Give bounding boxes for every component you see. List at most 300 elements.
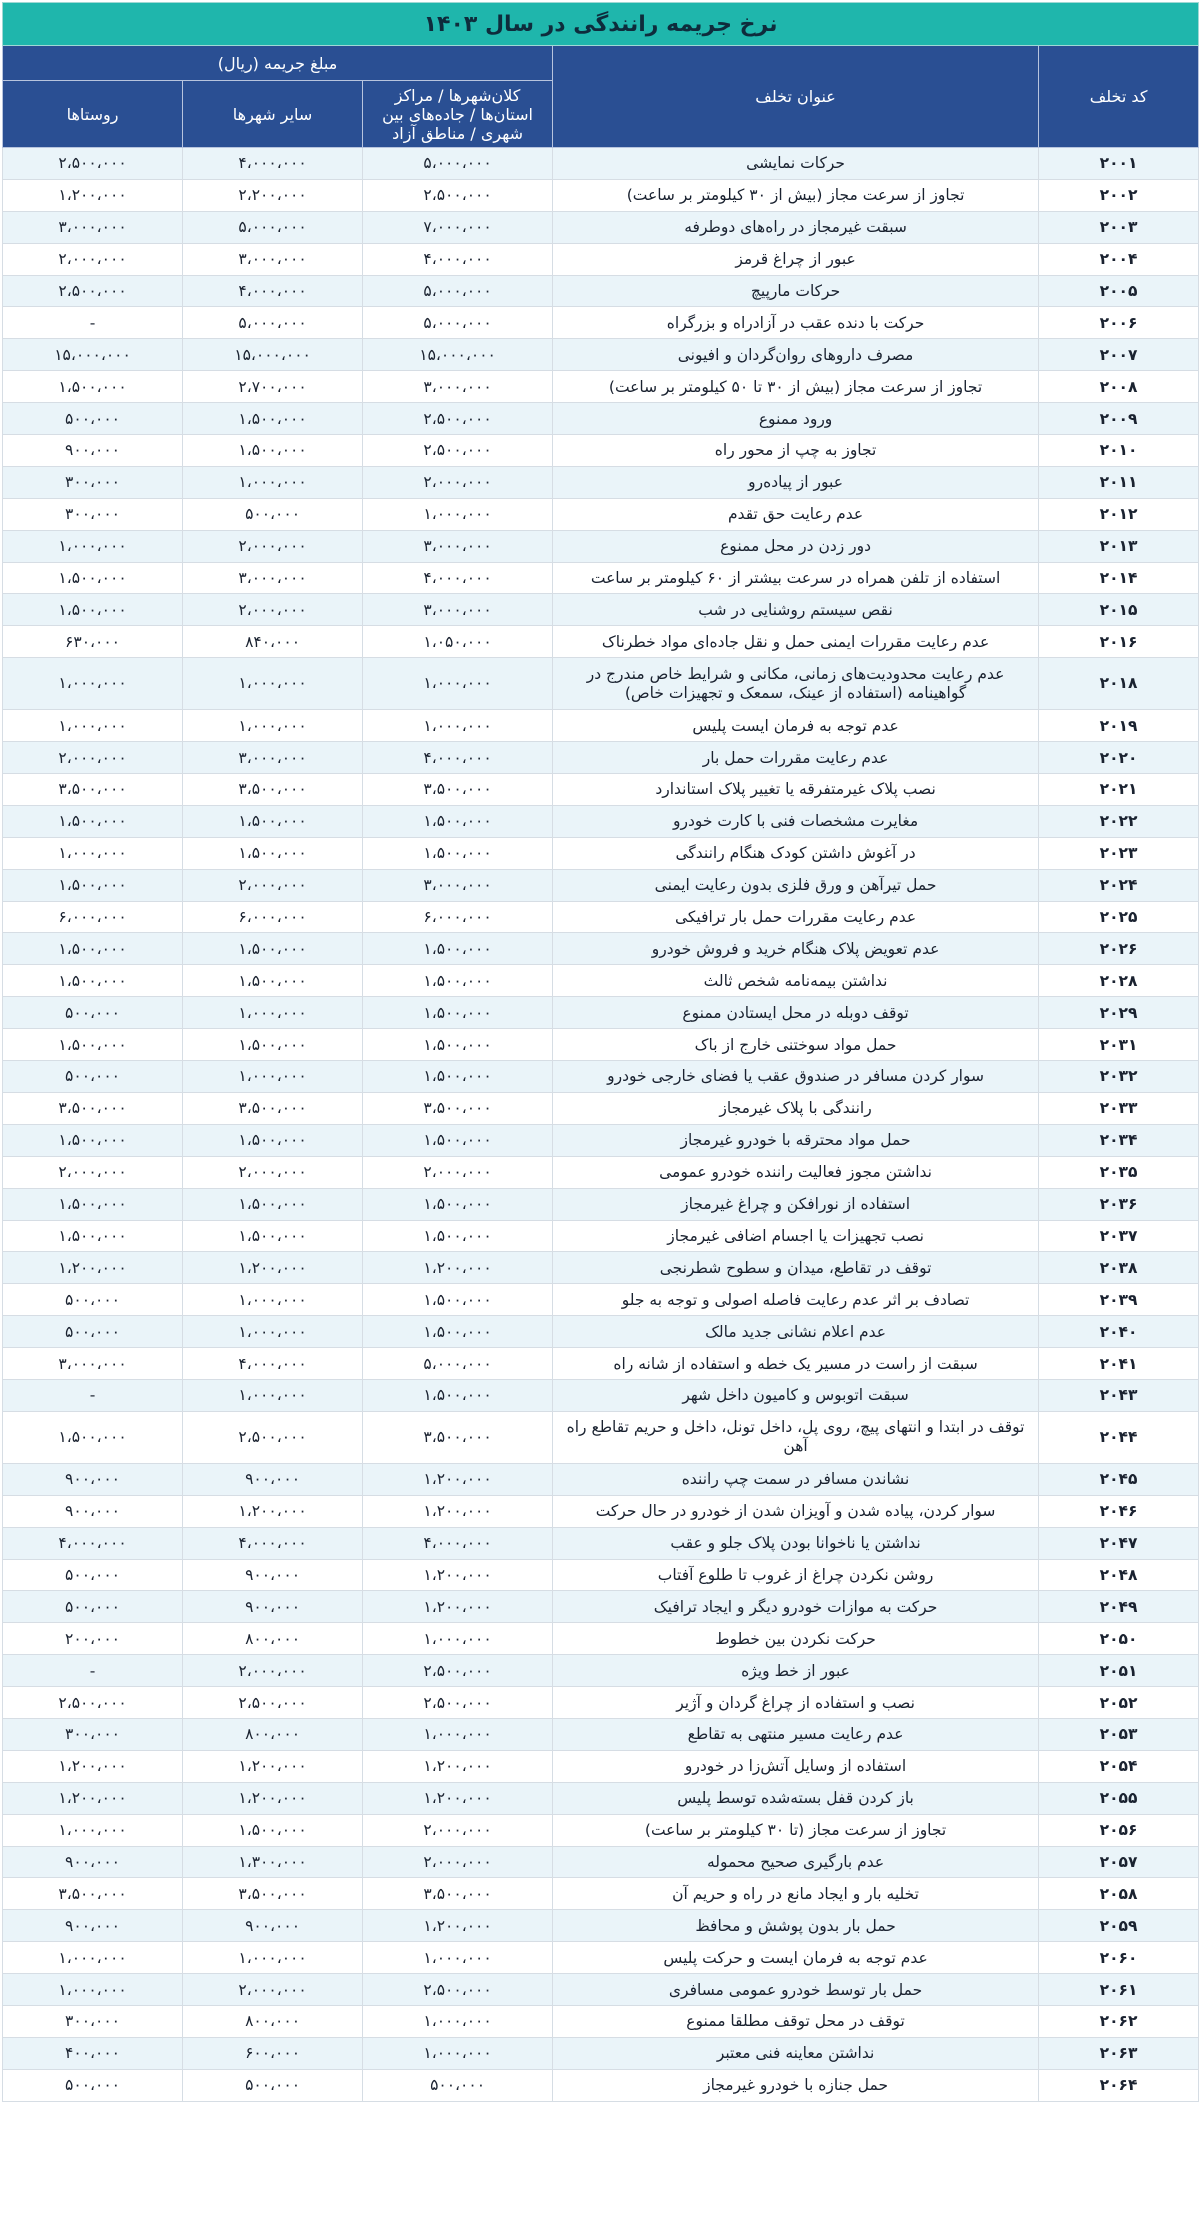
table-row [3,1061,1199,1093]
violation-code: ۲۰۴۹ [1039,1591,1199,1623]
fine-metro: ۳،۵۰۰،۰۰۰ [363,1092,553,1124]
fine-rural: ۱،۵۰۰،۰۰۰ [3,965,183,997]
fine-metro: ۲،۰۰۰،۰۰۰ [363,1846,553,1878]
violation-title: نداشتن یا ناخوانا بودن پلاک جلو و عقب [553,1527,1039,1559]
table-row [3,2069,1199,2101]
fine-other-cities: ۱،۰۰۰،۰۰۰ [183,1061,363,1093]
fine-other-cities: ۲،۵۰۰،۰۰۰ [183,1687,363,1719]
fine-rural: ۱،۵۰۰،۰۰۰ [3,371,183,403]
fine-metro: ۳،۰۰۰،۰۰۰ [363,869,553,901]
fine-rural: ۱،۰۰۰،۰۰۰ [3,710,183,742]
fine-rural: ۱،۵۰۰،۰۰۰ [3,1124,183,1156]
fine-rural: - [3,1379,183,1411]
table-row [3,243,1199,275]
table-row [3,1942,1199,1974]
fine-metro: ۱،۵۰۰،۰۰۰ [363,997,553,1029]
violation-title: نقص سیستم روشنایی در شب [553,594,1039,626]
fine-rural: ۱،۰۰۰،۰۰۰ [3,1814,183,1846]
violation-code: ۲۰۲۶ [1039,933,1199,965]
violation-title: تصادف بر اثر عدم رعایت فاصله اصولی و توجه به جلو [553,1284,1039,1316]
violation-title: حرکت با دنده عقب در آزادراه و بزرگراه [553,307,1039,339]
fine-other-cities: ۱،۵۰۰،۰۰۰ [183,965,363,997]
fine-metro: ۴،۰۰۰،۰۰۰ [363,243,553,275]
fine-other-cities: ۲،۲۰۰،۰۰۰ [183,179,363,211]
header-metro: کلان‌شهرها / مراکز استان‌ها / جاده‌های بین شهری / مناطق آزاد [363,81,553,148]
table-row [3,933,1199,965]
violation-title: توقف در تقاطع، میدان و سطوح شطرنجی [553,1252,1039,1284]
fine-rural: ۳۰۰،۰۰۰ [3,1718,183,1750]
violation-code: ۲۰۶۱ [1039,1974,1199,2006]
fine-rural: ۱،۰۰۰،۰۰۰ [3,837,183,869]
fine-other-cities: ۱،۵۰۰،۰۰۰ [183,403,363,435]
violation-title: تجاوز از سرعت مجاز (بیش از ۳۰ کیلومتر بر ساعت) [553,179,1039,211]
fine-rural: ۲۰۰،۰۰۰ [3,1623,183,1655]
table-row [3,1974,1199,2006]
table-row [3,275,1199,307]
table-row [3,2005,1199,2037]
table-row [3,2037,1199,2069]
fine-rural: ۲،۰۰۰،۰۰۰ [3,243,183,275]
fine-other-cities: ۱،۵۰۰،۰۰۰ [183,933,363,965]
violation-code: ۲۰۴۶ [1039,1495,1199,1527]
table-row [3,1348,1199,1380]
fine-other-cities: ۸۰۰،۰۰۰ [183,1623,363,1655]
violation-title: مصرف داروهای روان‌گردان و افیونی [553,339,1039,371]
table-row [3,658,1199,710]
fine-metro: ۱،۵۰۰،۰۰۰ [363,837,553,869]
fine-metro: ۱،۵۰۰،۰۰۰ [363,1316,553,1348]
fine-other-cities: ۲،۰۰۰،۰۰۰ [183,594,363,626]
fine-other-cities: ۱،۵۰۰،۰۰۰ [183,837,363,869]
violation-title: حمل بار بدون پوشش و محافظ [553,1910,1039,1942]
header-code: کد تخلف [1039,46,1199,148]
fine-metro: ۵،۰۰۰،۰۰۰ [363,275,553,307]
violation-code: ۲۰۱۸ [1039,658,1199,710]
fine-metro: ۱،۰۰۰،۰۰۰ [363,658,553,710]
table-row [3,626,1199,658]
fine-other-cities: ۱،۵۰۰،۰۰۰ [183,1124,363,1156]
violation-code: ۲۰۳۷ [1039,1220,1199,1252]
violation-title: نصب تجهیزات یا اجسام اضافی غیرمجاز [553,1220,1039,1252]
table-row [3,435,1199,467]
violation-code: ۲۰۴۸ [1039,1559,1199,1591]
violation-code: ۲۰۲۸ [1039,965,1199,997]
table-row [3,1092,1199,1124]
violation-title: حمل مواد محترقه با خودرو غیرمجاز [553,1124,1039,1156]
fine-metro: ۱،۵۰۰،۰۰۰ [363,1124,553,1156]
violation-code: ۲۰۲۲ [1039,805,1199,837]
fine-metro: ۱،۲۰۰،۰۰۰ [363,1750,553,1782]
fine-metro: ۱،۰۵۰،۰۰۰ [363,626,553,658]
violation-title: توقف در ابتدا و انتهای پیچ، روی پل، داخل تونل، داخل و حریم تقاطع راه آهن [553,1411,1039,1463]
fine-rural: ۲،۰۰۰،۰۰۰ [3,1156,183,1188]
fine-rural: ۳،۵۰۰،۰۰۰ [3,774,183,806]
fine-other-cities: ۱،۰۰۰،۰۰۰ [183,466,363,498]
table-row [3,1252,1199,1284]
violation-code: ۲۰۲۳ [1039,837,1199,869]
fine-rural: ۵۰۰،۰۰۰ [3,1316,183,1348]
violation-title: عدم بارگیری صحیح محموله [553,1846,1039,1878]
violation-title: روشن نکردن چراغ از غروب تا طلوع آفتاب [553,1559,1039,1591]
fine-other-cities: ۱،۲۰۰،۰۰۰ [183,1782,363,1814]
fine-other-cities: ۱،۳۰۰،۰۰۰ [183,1846,363,1878]
table-row [3,1188,1199,1220]
violation-code: ۲۰۰۸ [1039,371,1199,403]
violation-title: دور زدن در محل ممنوع [553,530,1039,562]
violation-code: ۲۰۵۲ [1039,1687,1199,1719]
fine-other-cities: ۲،۰۰۰،۰۰۰ [183,530,363,562]
fine-rural: ۱،۵۰۰،۰۰۰ [3,805,183,837]
fine-rural: ۳،۵۰۰،۰۰۰ [3,1878,183,1910]
fine-metro: ۱،۵۰۰،۰۰۰ [363,965,553,997]
violation-code: ۲۰۱۲ [1039,498,1199,530]
fine-rural: ۱،۵۰۰،۰۰۰ [3,1220,183,1252]
fine-rural: ۱،۵۰۰،۰۰۰ [3,594,183,626]
table-row [3,837,1199,869]
fine-metro: ۱،۲۰۰،۰۰۰ [363,1591,553,1623]
fine-rural: ۱،۵۰۰،۰۰۰ [3,562,183,594]
violation-code: ۲۰۱۵ [1039,594,1199,626]
fine-other-cities: ۴،۰۰۰،۰۰۰ [183,275,363,307]
violation-code: ۲۰۵۹ [1039,1910,1199,1942]
fine-metro: ۵،۰۰۰،۰۰۰ [363,307,553,339]
fine-other-cities: ۵،۰۰۰،۰۰۰ [183,307,363,339]
violation-code: ۲۰۶۰ [1039,1942,1199,1974]
fine-table [2,2,1199,2102]
fine-rural: ۵۰۰،۰۰۰ [3,1284,183,1316]
fine-other-cities: ۵،۰۰۰،۰۰۰ [183,211,363,243]
header-other-cities: سایر شهرها [183,81,363,148]
violation-title: حرکت به موازات خودرو دیگر و ایجاد ترافیک [553,1591,1039,1623]
fine-other-cities: ۲،۰۰۰،۰۰۰ [183,1974,363,2006]
violation-code: ۲۰۱۹ [1039,710,1199,742]
fine-metro: ۲،۵۰۰،۰۰۰ [363,1974,553,2006]
table-row [3,307,1199,339]
fine-rural: ۱،۵۰۰،۰۰۰ [3,933,183,965]
table-row [3,1284,1199,1316]
fine-other-cities: ۴،۰۰۰،۰۰۰ [183,148,363,180]
violation-code: ۲۰۰۵ [1039,275,1199,307]
violation-title: تجاوز از سرعت مجاز (بیش از ۳۰ تا ۵۰ کیلومتر بر ساعت) [553,371,1039,403]
fine-rural: ۳۰۰،۰۰۰ [3,498,183,530]
fine-other-cities: ۹۰۰،۰۰۰ [183,1559,363,1591]
violation-code: ۲۰۱۰ [1039,435,1199,467]
fine-metro: ۱،۰۰۰،۰۰۰ [363,498,553,530]
violation-code: ۲۰۳۹ [1039,1284,1199,1316]
fine-rural: ۲،۵۰۰،۰۰۰ [3,1687,183,1719]
violation-title: نصب پلاک غیرمتفرقه یا تغییر پلاک استاندارد [553,774,1039,806]
fine-metro: ۳،۵۰۰،۰۰۰ [363,774,553,806]
violation-code: ۲۰۳۸ [1039,1252,1199,1284]
violation-code: ۲۰۳۶ [1039,1188,1199,1220]
fine-rural: ۵۰۰،۰۰۰ [3,2069,183,2101]
table-row [3,1559,1199,1591]
fine-metro: ۱،۵۰۰،۰۰۰ [363,1220,553,1252]
violation-title: عدم اعلام نشانی جدید مالک [553,1316,1039,1348]
fine-metro: ۱،۲۰۰،۰۰۰ [363,1252,553,1284]
violation-title: نداشتن معاینه فنی معتبر [553,2037,1039,2069]
fine-metro: ۱،۲۰۰،۰۰۰ [363,1782,553,1814]
violation-title: تجاوز به چپ از محور راه [553,435,1039,467]
fine-other-cities: ۱۵،۰۰۰،۰۰۰ [183,339,363,371]
table-row [3,1316,1199,1348]
violation-title: استفاده از نورافکن و چراغ غیرمجاز [553,1188,1039,1220]
fine-rural: ۳۰۰،۰۰۰ [3,2005,183,2037]
fine-metro: ۱،۰۰۰،۰۰۰ [363,710,553,742]
violation-title: باز کردن قفل بسته‌شده توسط پلیس [553,1782,1039,1814]
fine-other-cities: ۸۴۰،۰۰۰ [183,626,363,658]
violation-code: ۲۰۰۱ [1039,148,1199,180]
fine-metro: ۶،۰۰۰،۰۰۰ [363,901,553,933]
fine-metro: ۱،۰۰۰،۰۰۰ [363,1623,553,1655]
fine-metro: ۵،۰۰۰،۰۰۰ [363,148,553,180]
fine-metro: ۱،۵۰۰،۰۰۰ [363,1061,553,1093]
table-row [3,1591,1199,1623]
table-row [3,1623,1199,1655]
fine-other-cities: ۲،۵۰۰،۰۰۰ [183,1411,363,1463]
violation-code: ۲۰۵۶ [1039,1814,1199,1846]
fine-metro: ۲،۵۰۰،۰۰۰ [363,179,553,211]
table-row [3,1124,1199,1156]
violation-code: ۲۰۰۴ [1039,243,1199,275]
fine-other-cities: ۳،۰۰۰،۰۰۰ [183,243,363,275]
table-row [3,1655,1199,1687]
fine-metro: ۱،۲۰۰،۰۰۰ [363,1559,553,1591]
violation-title: عدم تعویض پلاک هنگام خرید و فروش خودرو [553,933,1039,965]
table-row [3,1910,1199,1942]
fine-other-cities: ۲،۷۰۰،۰۰۰ [183,371,363,403]
fine-other-cities: ۵۰۰،۰۰۰ [183,498,363,530]
fine-other-cities: ۹۰۰،۰۰۰ [183,1910,363,1942]
fine-metro: ۱،۰۰۰،۰۰۰ [363,1718,553,1750]
violation-code: ۲۰۱۱ [1039,466,1199,498]
violation-title: ورود ممنوع [553,403,1039,435]
fine-rural: ۱،۵۰۰،۰۰۰ [3,1188,183,1220]
violation-title: سوار کردن، پیاده شدن و آویزان شدن از خودرو در حال حرکت [553,1495,1039,1527]
fine-metro: ۱،۵۰۰،۰۰۰ [363,1284,553,1316]
violation-title: نصب و استفاده از چراغ گردان و آژیر [553,1687,1039,1719]
violation-title: حمل تیرآهن و ورق فلزی بدون رعایت ایمنی [553,869,1039,901]
violation-code: ۲۰۶۳ [1039,2037,1199,2069]
violation-title: سبقت از راست در مسیر یک خطه و استفاده از شانه راه [553,1348,1039,1380]
table-row [3,1411,1199,1463]
violation-code: ۲۰۱۳ [1039,530,1199,562]
fine-other-cities: ۳،۵۰۰،۰۰۰ [183,774,363,806]
table-row [3,530,1199,562]
violation-title: استفاده از تلفن همراه در سرعت بیشتر از ۶۰ کیلومتر بر ساعت [553,562,1039,594]
fine-metro: ۱،۵۰۰،۰۰۰ [363,933,553,965]
violation-title: تجاوز از سرعت مجاز (تا ۳۰ کیلومتر بر ساعت) [553,1814,1039,1846]
fine-rural: ۶۳۰،۰۰۰ [3,626,183,658]
fine-other-cities: ۱،۰۰۰،۰۰۰ [183,1379,363,1411]
fine-metro: ۳،۰۰۰،۰۰۰ [363,371,553,403]
fine-rural: ۱،۰۰۰،۰۰۰ [3,658,183,710]
violation-code: ۲۰۴۷ [1039,1527,1199,1559]
fine-other-cities: ۱،۲۰۰،۰۰۰ [183,1750,363,1782]
violation-code: ۲۰۳۴ [1039,1124,1199,1156]
fine-rural: ۶،۰۰۰،۰۰۰ [3,901,183,933]
violation-code: ۲۰۰۷ [1039,339,1199,371]
fine-other-cities: ۱،۰۰۰،۰۰۰ [183,1942,363,1974]
fine-other-cities: ۳،۵۰۰،۰۰۰ [183,1092,363,1124]
fine-metro: ۷،۰۰۰،۰۰۰ [363,211,553,243]
fine-metro: ۲،۵۰۰،۰۰۰ [363,435,553,467]
table-row [3,742,1199,774]
fine-rural: ۹۰۰،۰۰۰ [3,1910,183,1942]
fine-metro: ۲،۵۰۰،۰۰۰ [363,1687,553,1719]
violation-title: عبور از خط ویژه [553,1655,1039,1687]
fine-other-cities: ۹۰۰،۰۰۰ [183,1463,363,1495]
fine-rural: ۳،۰۰۰،۰۰۰ [3,1348,183,1380]
fine-rural: ۵۰۰،۰۰۰ [3,1061,183,1093]
fine-metro: ۲،۵۰۰،۰۰۰ [363,1655,553,1687]
violation-title: سبقت غیرمجاز در راه‌های دوطرفه [553,211,1039,243]
fine-other-cities: ۸۰۰،۰۰۰ [183,1718,363,1750]
fine-other-cities: ۱،۰۰۰،۰۰۰ [183,997,363,1029]
violation-code: ۲۰۲۰ [1039,742,1199,774]
fine-rural: ۹۰۰،۰۰۰ [3,435,183,467]
violation-title: عدم توجه به فرمان ایست و حرکت پلیس [553,1942,1039,1974]
fine-other-cities: ۱،۵۰۰،۰۰۰ [183,435,363,467]
fine-metro: ۲،۰۰۰،۰۰۰ [363,1156,553,1188]
fine-metro: ۳،۰۰۰،۰۰۰ [363,530,553,562]
fine-rural: ۱،۰۰۰،۰۰۰ [3,530,183,562]
fine-other-cities: ۱،۰۰۰،۰۰۰ [183,710,363,742]
violation-title: رانندگی با پلاک غیرمجاز [553,1092,1039,1124]
table-row [3,710,1199,742]
violation-title: عدم رعایت مقررات حمل بار ترافیکی [553,901,1039,933]
fine-metro: ۲،۰۰۰،۰۰۰ [363,466,553,498]
fine-other-cities: ۵۰۰،۰۰۰ [183,2069,363,2101]
fine-metro: ۱،۵۰۰،۰۰۰ [363,805,553,837]
violation-title: حرکات مارپیچ [553,275,1039,307]
fine-metro: ۱،۰۰۰،۰۰۰ [363,2005,553,2037]
fine-rural: ۳،۰۰۰،۰۰۰ [3,211,183,243]
fine-metro: ۱،۲۰۰،۰۰۰ [363,1910,553,1942]
fine-rural: ۴،۰۰۰،۰۰۰ [3,1527,183,1559]
fine-metro: ۵،۰۰۰،۰۰۰ [363,1348,553,1380]
violation-code: ۲۰۴۰ [1039,1316,1199,1348]
violation-code: ۲۰۵۸ [1039,1878,1199,1910]
violation-title: حمل جنازه با خودرو غیرمجاز [553,2069,1039,2101]
violation-code: ۲۰۵۷ [1039,1846,1199,1878]
fine-other-cities: ۱،۵۰۰،۰۰۰ [183,1188,363,1220]
fine-other-cities: ۲،۰۰۰،۰۰۰ [183,1655,363,1687]
violation-title: حرکت نکردن بین خطوط [553,1623,1039,1655]
table-row [3,211,1199,243]
fine-metro: ۲،۰۰۰،۰۰۰ [363,1814,553,1846]
violation-code: ۲۰۲۹ [1039,997,1199,1029]
violation-title: توقف دوبله در محل ایستادن ممنوع [553,997,1039,1029]
fine-metro: ۴،۰۰۰،۰۰۰ [363,742,553,774]
fine-other-cities: ۹۰۰،۰۰۰ [183,1591,363,1623]
violation-title: حمل مواد سوختنی خارج از باک [553,1029,1039,1061]
violation-title: استفاده از وسایل آتش‌زا در خودرو [553,1750,1039,1782]
fine-metro: ۲،۵۰۰،۰۰۰ [363,403,553,435]
violation-title: حرکات نمایشی [553,148,1039,180]
fine-metro: ۱،۵۰۰،۰۰۰ [363,1029,553,1061]
table-row [3,1379,1199,1411]
fine-metro: ۱،۵۰۰،۰۰۰ [363,1379,553,1411]
fine-rural: - [3,1655,183,1687]
violation-code: ۲۰۰۲ [1039,179,1199,211]
table-row [3,1687,1199,1719]
fine-metro: ۴،۰۰۰،۰۰۰ [363,1527,553,1559]
fine-rural: ۱،۵۰۰،۰۰۰ [3,1411,183,1463]
violation-code: ۲۰۵۴ [1039,1750,1199,1782]
violation-title: عبور از پیاده‌رو [553,466,1039,498]
fine-table-page [2,2,1198,2224]
violation-code: ۲۰۵۰ [1039,1623,1199,1655]
fine-rural: ۱،۲۰۰،۰۰۰ [3,1252,183,1284]
fine-other-cities: ۱،۰۰۰،۰۰۰ [183,658,363,710]
fine-other-cities: ۱،۵۰۰،۰۰۰ [183,1814,363,1846]
violation-code: ۲۰۳۳ [1039,1092,1199,1124]
fine-other-cities: ۴،۰۰۰،۰۰۰ [183,1527,363,1559]
violation-title: نشاندن مسافر در سمت چپ راننده [553,1463,1039,1495]
fine-metro: ۳،۰۰۰،۰۰۰ [363,594,553,626]
fine-other-cities: ۱،۲۰۰،۰۰۰ [183,1252,363,1284]
fine-other-cities: ۴،۰۰۰،۰۰۰ [183,1348,363,1380]
fine-rural: ۵۰۰،۰۰۰ [3,403,183,435]
fine-rural: ۳،۵۰۰،۰۰۰ [3,1092,183,1124]
violation-title: عبور از چراغ قرمز [553,243,1039,275]
fine-metro: ۱۵،۰۰۰،۰۰۰ [363,339,553,371]
violation-code: ۲۰۴۵ [1039,1463,1199,1495]
table-row [3,1220,1199,1252]
table-row [3,1878,1199,1910]
fine-rural: ۱،۲۰۰،۰۰۰ [3,1750,183,1782]
violation-code: ۲۰۰۶ [1039,307,1199,339]
table-row [3,1814,1199,1846]
fine-metro: ۱،۲۰۰،۰۰۰ [363,1495,553,1527]
fine-rural: ۵۰۰،۰۰۰ [3,1591,183,1623]
table-row [3,805,1199,837]
fine-other-cities: ۲،۰۰۰،۰۰۰ [183,1156,363,1188]
table-row [3,1495,1199,1527]
fine-metro: ۱،۰۰۰،۰۰۰ [363,1942,553,1974]
violation-code: ۲۰۳۱ [1039,1029,1199,1061]
table-row [3,498,1199,530]
fine-metro: ۵۰۰،۰۰۰ [363,2069,553,2101]
fine-other-cities: ۶،۰۰۰،۰۰۰ [183,901,363,933]
fine-other-cities: ۶۰۰،۰۰۰ [183,2037,363,2069]
violation-code: ۲۰۲۵ [1039,901,1199,933]
fine-rural: ۱،۲۰۰،۰۰۰ [3,179,183,211]
violation-code: ۲۰۰۳ [1039,211,1199,243]
table-row [3,901,1199,933]
table-row [3,179,1199,211]
fine-other-cities: ۱،۵۰۰،۰۰۰ [183,1029,363,1061]
fine-metro: ۳،۵۰۰،۰۰۰ [363,1878,553,1910]
violation-code: ۲۰۳۲ [1039,1061,1199,1093]
table-row [3,1750,1199,1782]
violation-title: عدم رعایت حق تقدم [553,498,1039,530]
table-row [3,562,1199,594]
violation-code: ۲۰۴۱ [1039,1348,1199,1380]
fine-rural: ۲،۵۰۰،۰۰۰ [3,275,183,307]
violation-title: سوار کردن مسافر در صندوق عقب یا فضای خارجی خودرو [553,1061,1039,1093]
fine-rural: ۱۵،۰۰۰،۰۰۰ [3,339,183,371]
violation-code: ۲۰۶۲ [1039,2005,1199,2037]
violation-code: ۲۰۳۵ [1039,1156,1199,1188]
fine-rural: ۱،۵۰۰،۰۰۰ [3,869,183,901]
fine-rural: - [3,307,183,339]
violation-title: توقف در محل توقف مطلقا ممنوع [553,2005,1039,2037]
fine-other-cities: ۱،۲۰۰،۰۰۰ [183,1495,363,1527]
violation-code: ۲۰۱۶ [1039,626,1199,658]
fine-metro: ۴،۰۰۰،۰۰۰ [363,562,553,594]
